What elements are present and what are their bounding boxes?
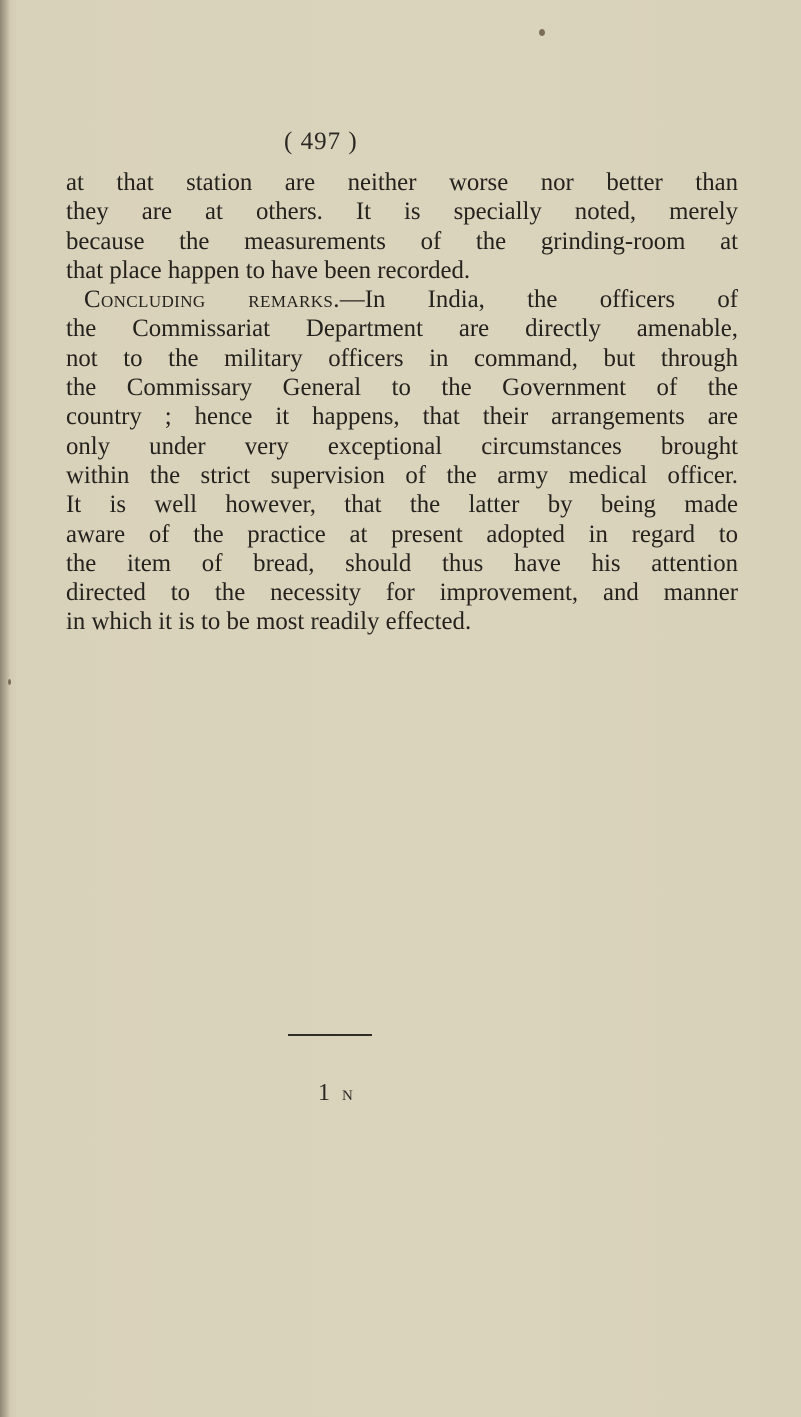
text-line: at that station are neither worse nor better than [66,169,738,196]
section-divider [288,1034,372,1036]
page-number: ( 497 ) [284,128,358,155]
text-line: It is well however, that the latter by being made [66,491,738,519]
text-line: the Commissary General to the Government of the [66,374,738,402]
text-line: the Commissariat Department are directly amenable, [66,315,738,343]
text-line: that place happen to have been recorded. [66,256,471,284]
signature-number: 1 [318,1080,330,1106]
text-line: the item of bread, should thus have his attention [66,549,738,577]
text-line: only under very exceptional circumstances brought [66,432,738,460]
body-text [66,168,738,637]
text-line: directed to the necessity for improvement, and manner [66,579,738,607]
text-line: they are at others. It is specially noted, merely [66,198,738,226]
page-edge-shadow [0,0,10,1417]
text-line: aware of the practice at present adopted in regard to [66,520,738,548]
text-line: within the strict supervision of the army medical officer. [66,461,738,489]
ink-speck [539,29,545,36]
text-line: in which it is to be most readily effected. [66,608,472,636]
text-line-rest: —In India, the officers of [339,286,738,314]
section-heading-line [66,285,738,314]
section-heading: Concluding remarks. [84,286,340,314]
signature-letter: N [342,1088,354,1104]
text-line: country ; hence it happens, that their arrangements are [66,403,738,431]
signature-mark [318,1080,353,1107]
ink-speck [8,679,11,685]
text-line: because the measurements of the grinding-room at [66,227,738,255]
text-line: not to the military officers in command, but through [66,344,738,372]
